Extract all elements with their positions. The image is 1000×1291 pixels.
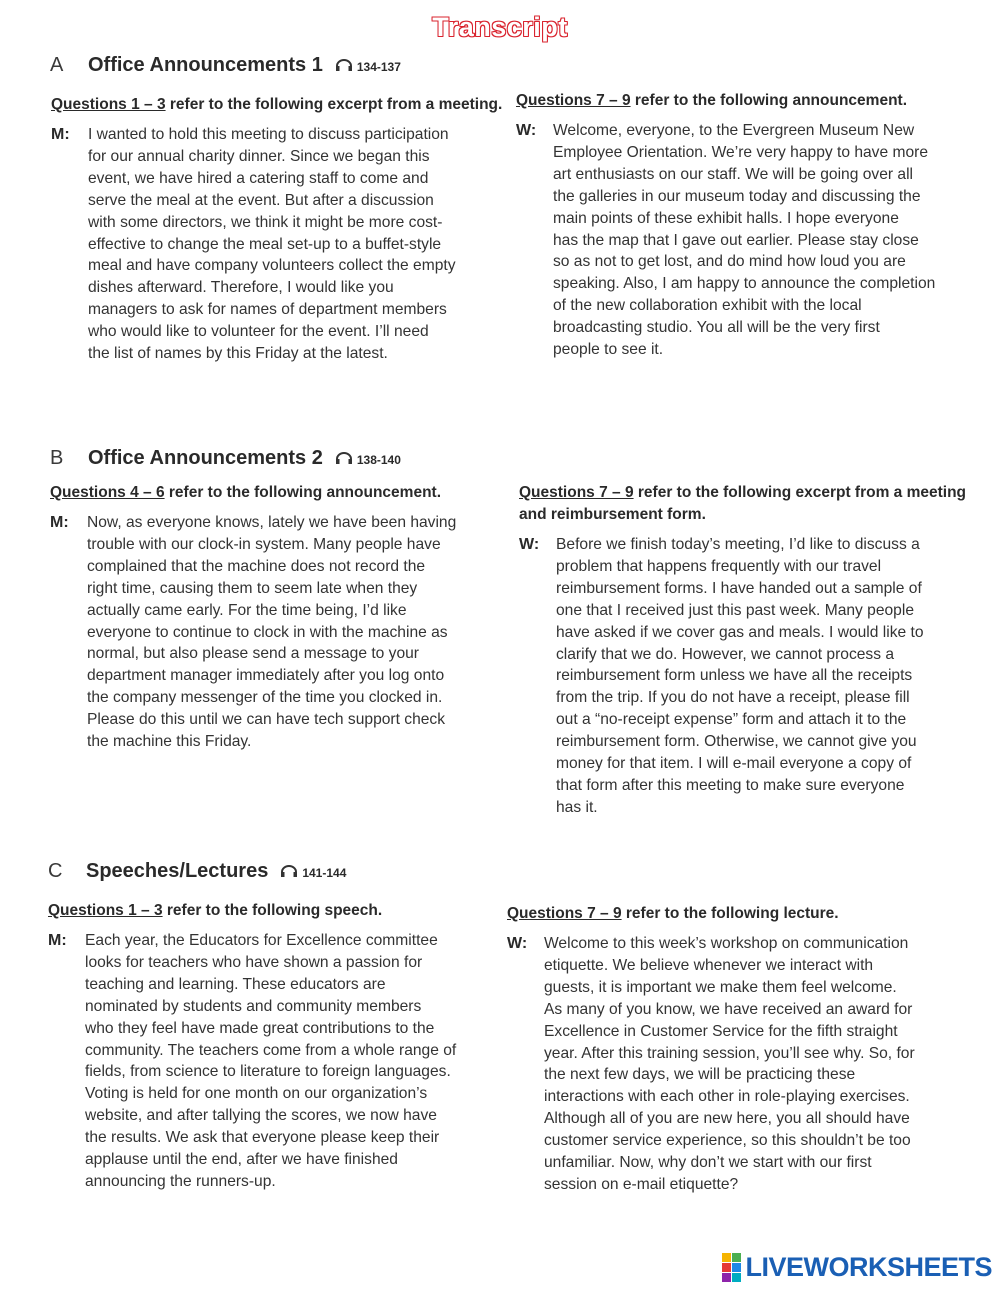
section-c-right <box>507 903 972 1196</box>
speaker-label: W: <box>507 935 528 952</box>
section-b-right <box>519 482 979 819</box>
question-heading: Questions 1 – 3 refer to the following speech. <box>48 902 383 919</box>
liveworksheets-logo <box>722 1252 992 1283</box>
section-title: Office Announcements 1 <box>88 54 323 76</box>
speech-block <box>507 933 972 1196</box>
speech-block <box>51 124 506 365</box>
page-title: Transcript <box>432 12 568 42</box>
speaker-label: M: <box>48 932 67 949</box>
section-letter: A <box>50 54 64 76</box>
section-letter: B <box>50 447 64 469</box>
question-heading: Questions 7 – 9 refer to the following excerpt from a meeting and reimbursement form. <box>519 484 967 523</box>
section-title: Speeches/Lectures <box>86 860 269 882</box>
headphones-icon <box>335 59 353 71</box>
section-a-left <box>51 94 506 365</box>
question-heading: Questions 7 – 9 refer to the following announcement. <box>516 92 908 109</box>
speech-block <box>519 534 979 819</box>
speech-block <box>516 120 976 361</box>
transcript-text: Before we finish today’s meeting, I’d like to discuss a problem that happens frequently with our travel reimbursement forms. I have handed out a sample of one that I received just this past week. Many people have asked if we cover gas and meals. I would like to clarify that we do. However, we cannot process a reimbursement form unless we have all the receipts from the trip. If you do not have a receipt, please fill out a “no-receipt expense” form and attach it to the reimbursement form. Otherwise, we cannot give you money for that item. I will e-mail everyone a copy of that form after this meeting to make sure everyone has it. <box>556 536 924 816</box>
headphones-icon <box>280 865 298 877</box>
transcript-text: Welcome to this week’s workshop on communication etiquette. We believe whenever we interact with guests, it is important we make them feel welcome. As many of you know, we have received an award for Excellence in Customer Service for the fifth straight year. After this training session, you’ll see why. So, for the next few days, we will be practicing these interactions with each other in role-playing exercises. Although all of you are new here, you all should have customer service experience, so this shouldn’t be too unfamiliar. Now, why don’t we start with our first session on e-mail etiquette? <box>544 935 915 1193</box>
transcript-text: Now, as everyone knows, lately we have been having trouble with our clock-in system. Many people have complained that the machine does not record the right time, causing them to seem late when they actually came early. For the time being, I’d like everyone to continue to clock in with the machine as normal, but also please send a message to your department manager immediately after you log onto the company messenger of the time you clocked in. Please do this until we can have tech support check the machine this Friday. <box>87 514 457 751</box>
speaker-label: W: <box>516 122 537 139</box>
transcript-text: Welcome, everyone, to the Evergreen Museum New Employee Orientation. We’re very happy to have more art enthusiasts on our staff. We will be going over all the galleries in our museum today and discussing the main points of these exhibit halls. I hope everyone has the map that I gave out earlier. Please stay close so as not to get lost, and do mind how loud you are speaking. Also, I am happy to announce the completion of the new collaboration exhibit with the local broadcasting studio. You all will be the very first people to see it. <box>553 122 936 359</box>
question-heading: Questions 4 – 6 refer to the following announcement. <box>50 484 442 501</box>
track-number: 134-137 <box>356 60 401 74</box>
speaker-label: W: <box>519 536 540 553</box>
transcript-text: Each year, the Educators for Excellence committee looks for teachers who have shown a passion for teaching and learning. These educators are nominated by students and community members who they feel have made great contributions to the community. The teachers come from a whole range of fields, from science to literature to foreign languages. Voting is held for one month on our organization’s website, and after tallying the scores, we now have the results. We ask that everyone please keep their applause until the end, after we have finished announcing the runners-up. <box>85 932 457 1190</box>
section-letter: C <box>48 860 63 882</box>
speaker-label: M: <box>50 514 69 531</box>
speech-block <box>50 512 505 753</box>
track-number: 141-144 <box>302 866 347 880</box>
section-c-left <box>48 900 503 1193</box>
section-title: Office Announcements 2 <box>88 447 323 469</box>
section-a-right <box>516 90 976 361</box>
logo-mark-icon <box>722 1253 741 1282</box>
transcript-text: I wanted to hold this meeting to discuss participation for our annual charity dinner. Since we began this event, we have hired a catering staff to come and serve the meal at the event. But after a discussion with some directors, we think it might be more cost- effective to change the meal set-up to a buffet-style meal and have company volunteers collect the empty dishes afterward. Therefore, I would like you managers to ask for names of department members who would like to volunteer for the event. I’ll need the list of names by this Friday at the latest. <box>88 126 456 363</box>
logo-text: LIVEWORKSHEETS <box>745 1252 992 1282</box>
speech-block <box>48 930 503 1193</box>
question-heading: Questions 1 – 3 refer to the following excerpt from a meeting. <box>51 96 503 113</box>
section-a-header <box>50 54 401 77</box>
question-heading: Questions 7 – 9 refer to the following lecture. <box>507 905 839 922</box>
section-b-header <box>50 447 401 470</box>
section-b-left <box>50 482 505 753</box>
track-number: 138-140 <box>356 453 401 467</box>
speaker-label: M: <box>51 126 70 143</box>
section-c-header <box>48 860 346 883</box>
headphones-icon <box>335 452 353 464</box>
